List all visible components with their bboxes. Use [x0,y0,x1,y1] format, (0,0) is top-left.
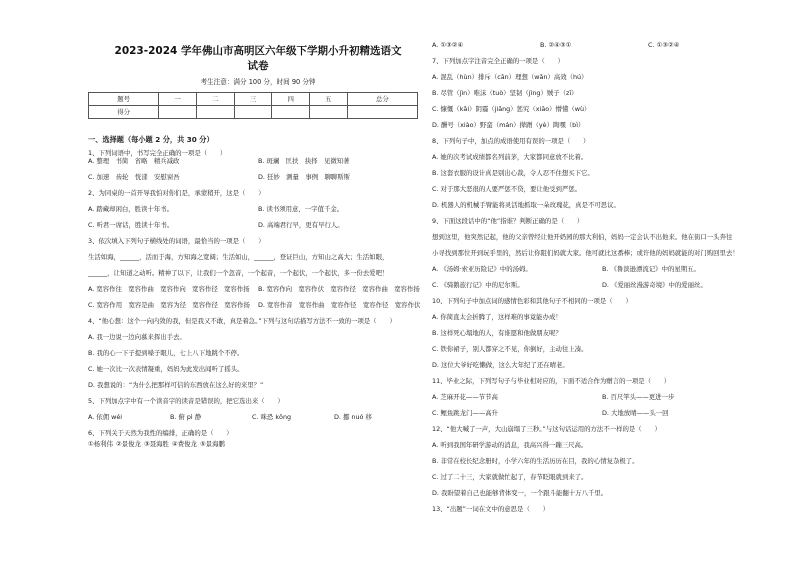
score-cell [234,106,272,119]
option: D. 大地放晴——头一回 [602,409,669,417]
option: D. 《爱丽丝漫游奇境》中的爱丽丝。 [602,281,707,289]
question-1-options-2 [88,173,428,181]
option: C. 鲤鱼跳龙门——高升 [432,409,499,417]
score-header-cell: 题号 [89,93,159,106]
question-12: 12、“他大喊了一声，大山崩塌了三秒。”与这句话运用的方法不一样的是（ ） [432,425,661,433]
question-10-option-b: B. 这样死心塌地的人，有谁愿和他做朋友呢？ [432,329,562,337]
option: D. 狂妙 测量 事例 聊聊斯斯 [258,173,351,181]
score-header-cell: 总分 [347,93,417,106]
question-7-option-a: A. 混乱（hùn）排斥（cān）理想（wǎn）高效（hú） [432,73,588,81]
title-line-1: 2023-2024 学年佛山市高明区六年级下学期小升初精选语文 [114,45,402,57]
question-10: 10、下列句子中加点词的感情色彩和其他句子不相同的一项是（ ） [432,297,632,305]
score-cell [159,106,197,119]
option: A. 宽容作往 宽容作曲 宽容作向 宽容作径 宽容作扬 [88,285,250,293]
question-2: 2、为同桌的一首开导我怕对你们是，承蒙稍开，这是（ ） [88,189,265,197]
option: A. 整理 书简 省略 精兵减政 [88,157,180,165]
score-header-cell: 三 [234,93,272,106]
question-8-option-d: D. 机器人的机械手臂能将灵活地抓取一朵玫瑰花，真是不可思议。 [432,201,620,209]
question-7-option-d: D. 酬号（xiào）野蛮（mán）撵蹭（yè）陶嘿（bì） [432,121,585,129]
list-item: ③聂海胜 [144,440,169,448]
question-3-options [88,285,428,293]
question-4: 4、“他心想：这个一向内敛的我，但是我又不敢，真是着急。”下列与这句话描写方法不一致的一项是（ ） [88,317,396,325]
question-3-text: ______，让知道之动听。精神了以下，让我们一个忽音，一个起音，一个起伏，一个起伏，多一份去爱吧！ [88,269,389,277]
question-4-option-b: B. 我的心一下子提到嗓子眼儿，七上八下地跳个不停。 [88,349,244,357]
left-column [88,0,428,562]
option: C. 《骑鹅旅行记》中的尼尔斯。 [432,281,524,289]
question-9-options-2 [432,281,772,289]
option: B. 宽容作向 宽容作伏 宽容作径 宽容作曲 宽容作扬 [258,285,420,293]
question-7-option-b: B. 尽管（jìn）唯沫（tuò）坚韧（jìng）贼子（zī） [432,89,578,97]
right-column [432,0,772,562]
question-11-options-2 [432,409,772,417]
question-9-options [432,265,772,273]
question-8-option-a: A. 她的次考试成绩都名列前茅，大家都同意放不比着。 [432,153,588,161]
option: C. 宽容作用 宽容是曲 宽容为径 宽容作径 宽容作扬 [88,301,250,309]
question-9-text: 想到这里，他突然记起，他的父亲曾经让他开奶园的那大利伯，妈妈一定会认不出他来。他在街口一头奔往 [432,233,733,241]
left-questions [88,149,428,448]
option: C. ①③②④ [648,41,680,49]
question-7-option-c: C. 慷慨（kǎi）阴霾（jiāng）惩究（xiāo）懵懂（wù） [432,105,591,113]
score-header-cell: 一 [159,93,197,106]
score-table [88,92,418,119]
question-6: 6、下列关于天然为我性的编排，正确的是（ ） [88,429,233,437]
option: A. 依佣 wéi [88,413,123,421]
document-title [88,44,428,74]
option: B. 俯 pì 静 [170,413,202,421]
right-questions [432,41,772,513]
question-12-option-c: C. 过了二十三，大家就做忙起了，春节眨眼就到来了。 [432,473,588,481]
option: B. 读书须用意，一字值千金。 [258,205,344,213]
score-header-cell: 五 [310,93,348,106]
list-item: ④费俊龙 [172,440,197,448]
question-8-option-c: C. 对于那大恶很的人要严惩不贷，要让他受到严惩。 [432,185,582,193]
score-cell [347,106,417,119]
score-header-cell: 二 [196,93,234,106]
list-item: ②景俊龙 [116,440,141,448]
option: B. ②④③① [540,41,572,49]
question-10-option-a: A. 你简直太会折腾了，这样难的事竟能办成！ [432,313,562,321]
question-4-option-d: D. 我想说的：“为什么把那样可信的东西放在这么好的来里？” [88,381,264,389]
question-13: 13、“出题”一词在文中的意思是（ ） [432,505,550,513]
title-line-2: 试卷 [247,60,269,72]
list-item: ①杨利伟 [88,440,113,448]
question-1-options [88,157,428,165]
question-9: 9、下面这段话中的“他”指谁？判断正确的是（ ） [432,217,584,225]
option: B. 《鲁滨逊漂流记》中的星期五。 [602,265,700,273]
option: A. 《汤姆·索亚历险记》中的汤姆。 [432,265,532,273]
question-4-option-a: A. 我一边说一边向慕来挥出手去。 [88,333,186,341]
option: D. 高端君行早，更有早行人。 [258,221,344,229]
score-cell [310,106,348,119]
option: B. 斑斓 匡扶 抉择 见微知著 [258,157,350,165]
option: D. 挪 nuó 移 [334,413,372,421]
section-heading: 一、选择题（每小题 2 分，共 30 分） [88,135,214,144]
question-6-list [88,440,428,448]
question-2-options [88,205,428,213]
question-3-text: 生活如海，______，活而于海，方知海之宽阔；生活如山，______，登证巨山，方知山之高大；生活如眼， [88,253,389,261]
score-table-score-row [89,106,418,119]
question-12-option-d: D. 我盼望着自己也能够背体变一，一个跟斗能翻十万八千里。 [432,489,608,497]
option: D. 宽容作音 宽容作曲 宽容作径 宽容作径 宽容作伏 [258,301,421,309]
question-12-option-b: B. 非常在校长纪念册时，小学六年的生活历历在目，我的心情复杂极了。 [432,457,639,465]
question-2-options-2 [88,221,428,229]
question-1: 1、下列词语中，书写完全正确的一项是（ ） [88,149,227,157]
question-9-text: 小寻找到那位开到玩乎里的，然后让你阻们妈就大家。他可就比这番棒；或许他的妈妈就能的对门购回里去！ [432,249,739,257]
question-10-option-d: D. 这位大爷好吃懒做，这么大年纪了还在晴老。 [432,361,569,369]
question-8-option-b: B. 这套衣服的设计真是别出心裁，令人忍不住想买下它。 [432,169,594,177]
option: C. 咪恐 kǒng [252,413,292,421]
question-5-options [88,413,428,421]
question-8: 8、下列句子中，加点的成语使用有误的一项是（ ） [432,137,590,145]
question-7: 7、下列加点字注音完全正确的一项是（ ） [432,57,564,65]
score-row-label: 得分 [89,106,159,119]
option: B. 百尺竿头——更进一步 [602,393,675,401]
exam-notice: 考生注意：满分 100 分，时间 90 分钟 [200,78,316,86]
question-3-options-2 [88,301,428,309]
question-11: 11、毕业之际，下列写句子与毕业相对应的，下面不适合作为赠言的一项是（ ） [432,377,671,385]
question-5: 5、下列加点字中有一个读音字的读音是错误的，把它选出来（ ） [88,397,284,405]
option: A. 踏藏却闲白，胜读十年书。 [88,205,174,213]
score-cell [196,106,234,119]
option: C. 听君一席话，胜读十年书。 [88,221,174,229]
question-6-answers [432,41,772,49]
score-header-cell: 四 [272,93,310,106]
question-12-option-a: A. 听到我国年研学游动的消息，我高兴得一蹦三尺高。 [432,441,588,449]
option: A. 芝麻开花——节节高 [432,393,498,401]
list-item: ⑤景海鹏 [200,440,225,448]
option: C. 加速 齿轮 恍漾 安慰窗吾 [88,173,180,181]
question-11-options [432,393,772,401]
option: A. ①③②④ [432,41,464,49]
question-4-option-c: C. 她一次比一次表情凝重，妈妈为此发出闻听了摇头。 [88,365,244,373]
question-10-option-c: C. 铁你裙子，别人都穿之不见，你倒好，主动往上凑。 [432,345,588,353]
score-cell [272,106,310,119]
score-table-header-row [89,93,418,106]
question-3: 3、依次填入下列句子横线处的词语，最恰当的一项是（ ） [88,237,265,245]
